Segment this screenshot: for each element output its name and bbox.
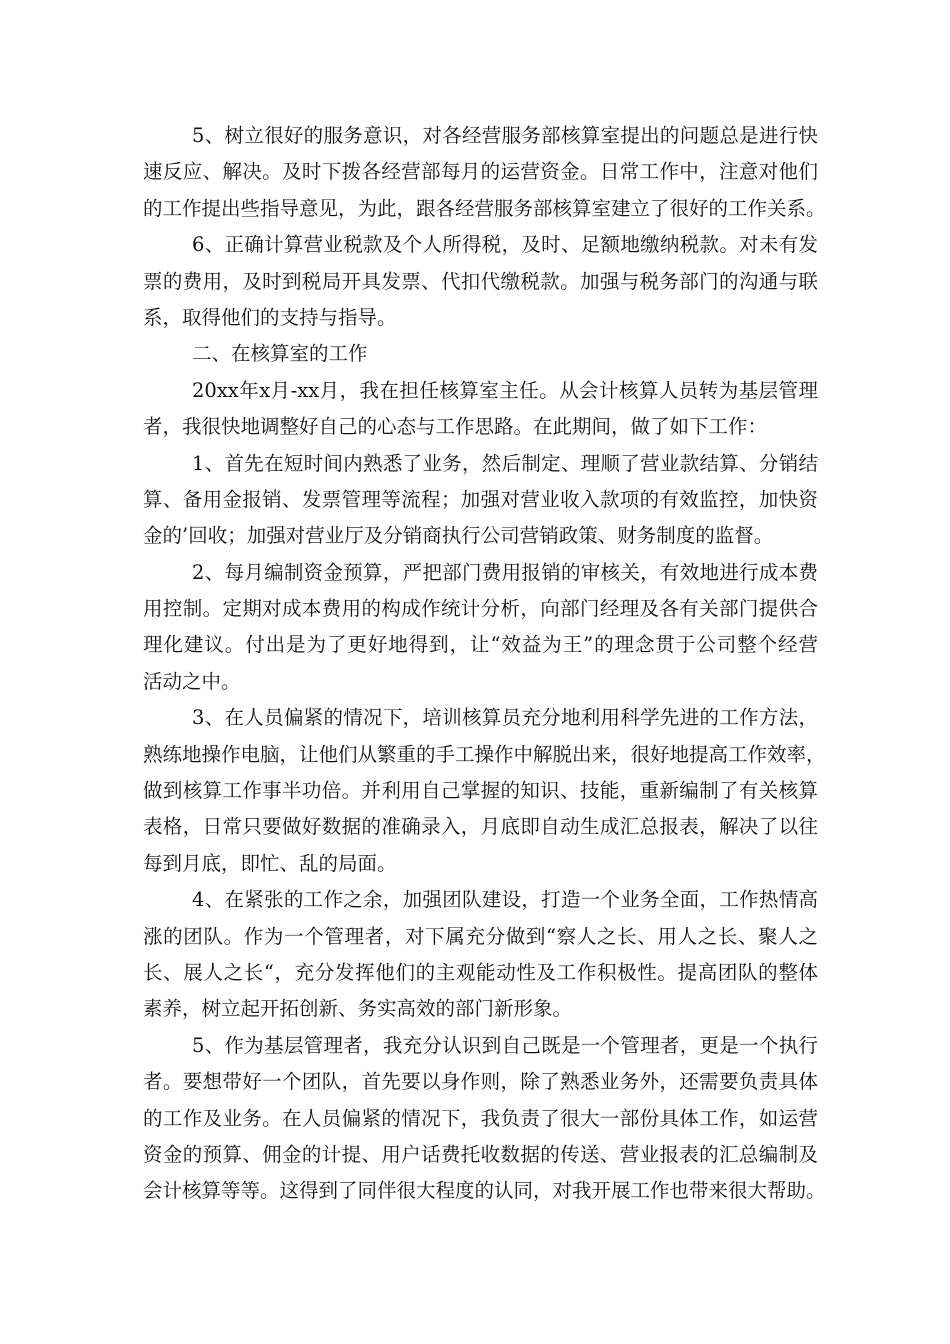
text-line: 4、在紧张的工作之余，加强团队建设，打造一个业务全面，工作热情高: [192, 888, 818, 912]
text-line: 二、在核算室的工作: [192, 342, 368, 366]
text-line: 速反应、解决。及时下拨各经营部每月的运营资金。日常工作中，注意对他们: [143, 160, 818, 184]
text-line: 者，我很快地调整好自己的心态与工作思路。在此期间，做了如下工作：: [143, 415, 768, 439]
text-line: 资金的预算、佣金的计提、用户话费托收数据的传送、营业报表的汇总编制及: [143, 1142, 818, 1166]
text-line: 理化建议。付出是为了更好地得到，让“效益为王”的理念贯于公司整个经营: [143, 633, 818, 657]
text-line: 系，取得他们的支持与指导。: [143, 305, 397, 329]
text-line: 6、正确计算营业税款及个人所得税，及时、足额地缴纳税款。对未有发: [192, 233, 818, 257]
text-line: 的工作提出些指导意见，为此，跟各经营服务部核算室建立了很好的工作关系。: [143, 196, 826, 220]
text-line: 每到月底，即忙、乱的局面。: [143, 851, 397, 875]
text-line: 2、每月编制资金预算，严把部门费用报销的审核关，有效地进行成本费: [192, 560, 818, 584]
text-line: 活动之中。: [143, 669, 241, 693]
text-line: 涨的团队。作为一个管理者，对下属充分做到“察人之长、用人之长、聚人之: [143, 924, 818, 948]
text-line: 熟练地操作电脑，让他们从繁重的手工操作中解脱出来，很好地提高工作效率，: [143, 742, 826, 766]
text-line: 做到核算工作事半功倍。并利用自己掌握的知识、技能，重新编制了有关核算: [143, 779, 818, 803]
text-line: 5、树立很好的服务意识，对各经营服务部核算室提出的问题总是进行快: [192, 124, 818, 147]
text-line: 金的’回收；加强对营业厅及分销商执行公司营销政策、财务制度的监督。: [143, 524, 774, 548]
text-line: 1、首先在短时间内熟悉了业务，然后制定、理顺了营业款结算、分销结: [192, 451, 818, 475]
text-line: 会计核算等等。这得到了同伴很大程度的认同，对我开展工作也带来很大帮助。: [143, 1179, 826, 1203]
text-line: 素养，树立起开拓创新、务实高效的部门新形象。: [143, 997, 573, 1021]
text-line: 长、展人之长“，充分发挥他们的主观能动性及工作积极性。提高团队的整体: [143, 960, 818, 984]
document-body: [143, 118, 826, 1210]
text-line: 票的费用，及时到税局开具发票、代扣代缴税款。加强与税务部门的沟通与联: [143, 269, 818, 293]
text-line: 表格，日常只要做好数据的准确录入，月底即自动生成汇总报表，解决了以往: [143, 815, 818, 839]
text-line: 者。要想带好一个团队，首先要以身作则，除了熟悉业务外，还需要负责具体: [143, 1070, 818, 1094]
text-line: 算、备用金报销、发票管理等流程；加强对营业收入款项的有效监控，加快资: [143, 487, 818, 511]
text-line: 20xx年x月-xx月，我在担任核算室主任。从会计核算人员转为基层管理: [192, 378, 818, 402]
text-line: 用控制。定期对成本费用的构成作统计分析，向部门经理及各有关部门提供合: [143, 597, 818, 621]
text-line: 的工作及业务。在人员偏紧的情况下，我负责了很大一部份具体工作，如运营: [143, 1106, 818, 1130]
text-line: 3、在人员偏紧的情况下，培训核算员充分地利用科学先进的工作方法，: [192, 706, 818, 730]
text-line: 5、作为基层管理者，我充分认识到自己既是一个管理者，更是一个执行: [192, 1033, 818, 1057]
